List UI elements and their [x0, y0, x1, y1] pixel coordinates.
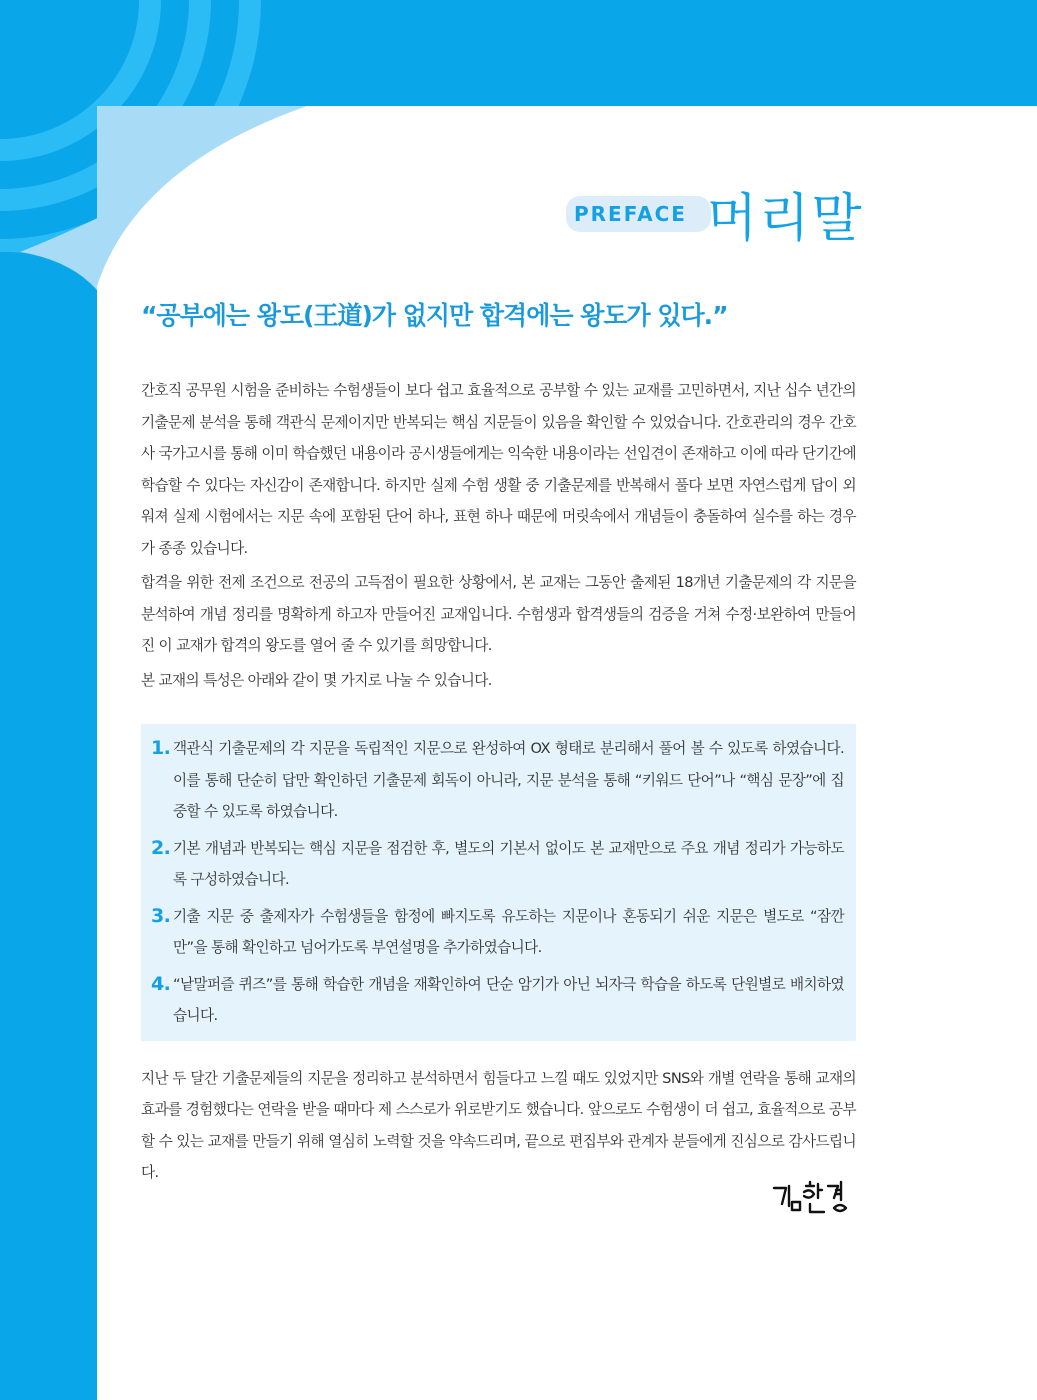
feature-number: 4. [151, 972, 171, 995]
preface-label: PREFACE [566, 196, 711, 232]
feature-number: 2. [151, 836, 171, 859]
feature-text: “낱말퍼즐 퀴즈”를 통해 학습한 개념을 재확인하여 단순 암기가 아닌 뇌자극 학습을 하도록 단원별로 배치하였습니다. [173, 975, 844, 1024]
preface-content [141, 296, 856, 1192]
handwritten-signature [770, 1178, 856, 1218]
paragraph-2: 합격을 위한 전제 조건으로 전공의 고득점이 필요한 상황에서, 본 교재는 그동안 출제된 18개년 기출문제의 각 지문을 분석하여 개념 정리를 명확하게 하고자 만들어진 교재입니다. 수험생과 합격생들의 검증을 거쳐 수정·보완하여 만들어진 이 교재가 합격의 왕도를 열어 줄 수 있기를 희망합니다. [141, 574, 856, 654]
feature-text: 기출 지문 중 출제자가 수험생들을 함정에 빠지도록 유도하는 지문이나 혼동되기 쉬운 지문은 별도로 “잠깐만”을 통해 확인하고 넘어가도록 부연설명을 추가하였습니다. [173, 907, 844, 956]
page-heading [566, 176, 864, 251]
feature-text: 기본 개념과 반복되는 핵심 지문을 점검한 후, 별도의 기본서 없이도 본 교재만으로 주요 개념 정리가 가능하도록 구성하였습니다. [173, 839, 844, 888]
feature-text: 객관식 기출문제의 각 지문을 독립적인 지문으로 완성하여 OX 형태로 분리해서 풀어 볼 수 있도록 하였습니다. 이를 통해 단순히 답만 확인하던 기출문제 회독이 아니라, 지문 분석을 통해 “키워드 단어”나 “핵심 문장”에 집중할 수 있도록 하였습니다. [173, 740, 844, 820]
feature-number: 1. [151, 737, 171, 759]
feature-number: 3. [151, 904, 171, 927]
page-title: 머리말 [707, 176, 864, 251]
paragraph-1: 간호직 공무원 시험을 준비하는 수험생들이 보다 쉽고 효율적으로 공부할 수 있는 교재를 고민하면서, 지난 십수 년간의 기출문제 분석을 통해 객관식 문제이지만 반복되는 핵심 지문들이 있음을 확인할 수 있었습니다. 간호관리의 경우 간호사 국가고시를 통해 이미 학습했던 내용이라 공시생들에게는 익숙한 내용이라는 선입견이 존재하고 이에 따라 단기간에 학습할 수 있다는 자신감이 존재합니다. 하지만 실제 수험 생활 중 기출문제를 반복해서 풀다 보면 자연스럽게 답이 외워져 실제 시험에서는 지문 속에 포함된 단어 하나, 표현 하나 때문에 머릿속에서 개념들이 충돌하여 실수를 하는 경우가 종종 있습니다. [141, 382, 856, 557]
feature-item-4 [151, 969, 844, 1032]
feature-item-2 [151, 833, 844, 896]
feature-item-3 [151, 901, 844, 964]
paragraph-3: 본 교재의 특성은 아래와 같이 몇 가지로 나눌 수 있습니다. [141, 671, 492, 689]
feature-item-1 [151, 733, 844, 828]
quote-heading: “공부에는 왕도(王道)가 없지만 합격에는 왕도가 있다.” [141, 301, 728, 330]
closing-paragraph: 지난 두 달간 기출문제들의 지문을 정리하고 분석하면서 힘들다고 느낄 때도 있었지만 SNS와 개별 연락을 통해 교재의 효과를 경험했다는 연락을 받을 때마다 제 스스로가 위로받기도 했습니다. 앞으로도 수험생이 더 쉽고, 효율적으로 공부할 수 있는 교재를 만들기 위해 열심히 노력할 것을 약속드리며, 끝으로 편집부와 관계자 분들에게 진심으로 감사드립니다. [141, 1069, 856, 1181]
features-box [141, 724, 856, 1041]
